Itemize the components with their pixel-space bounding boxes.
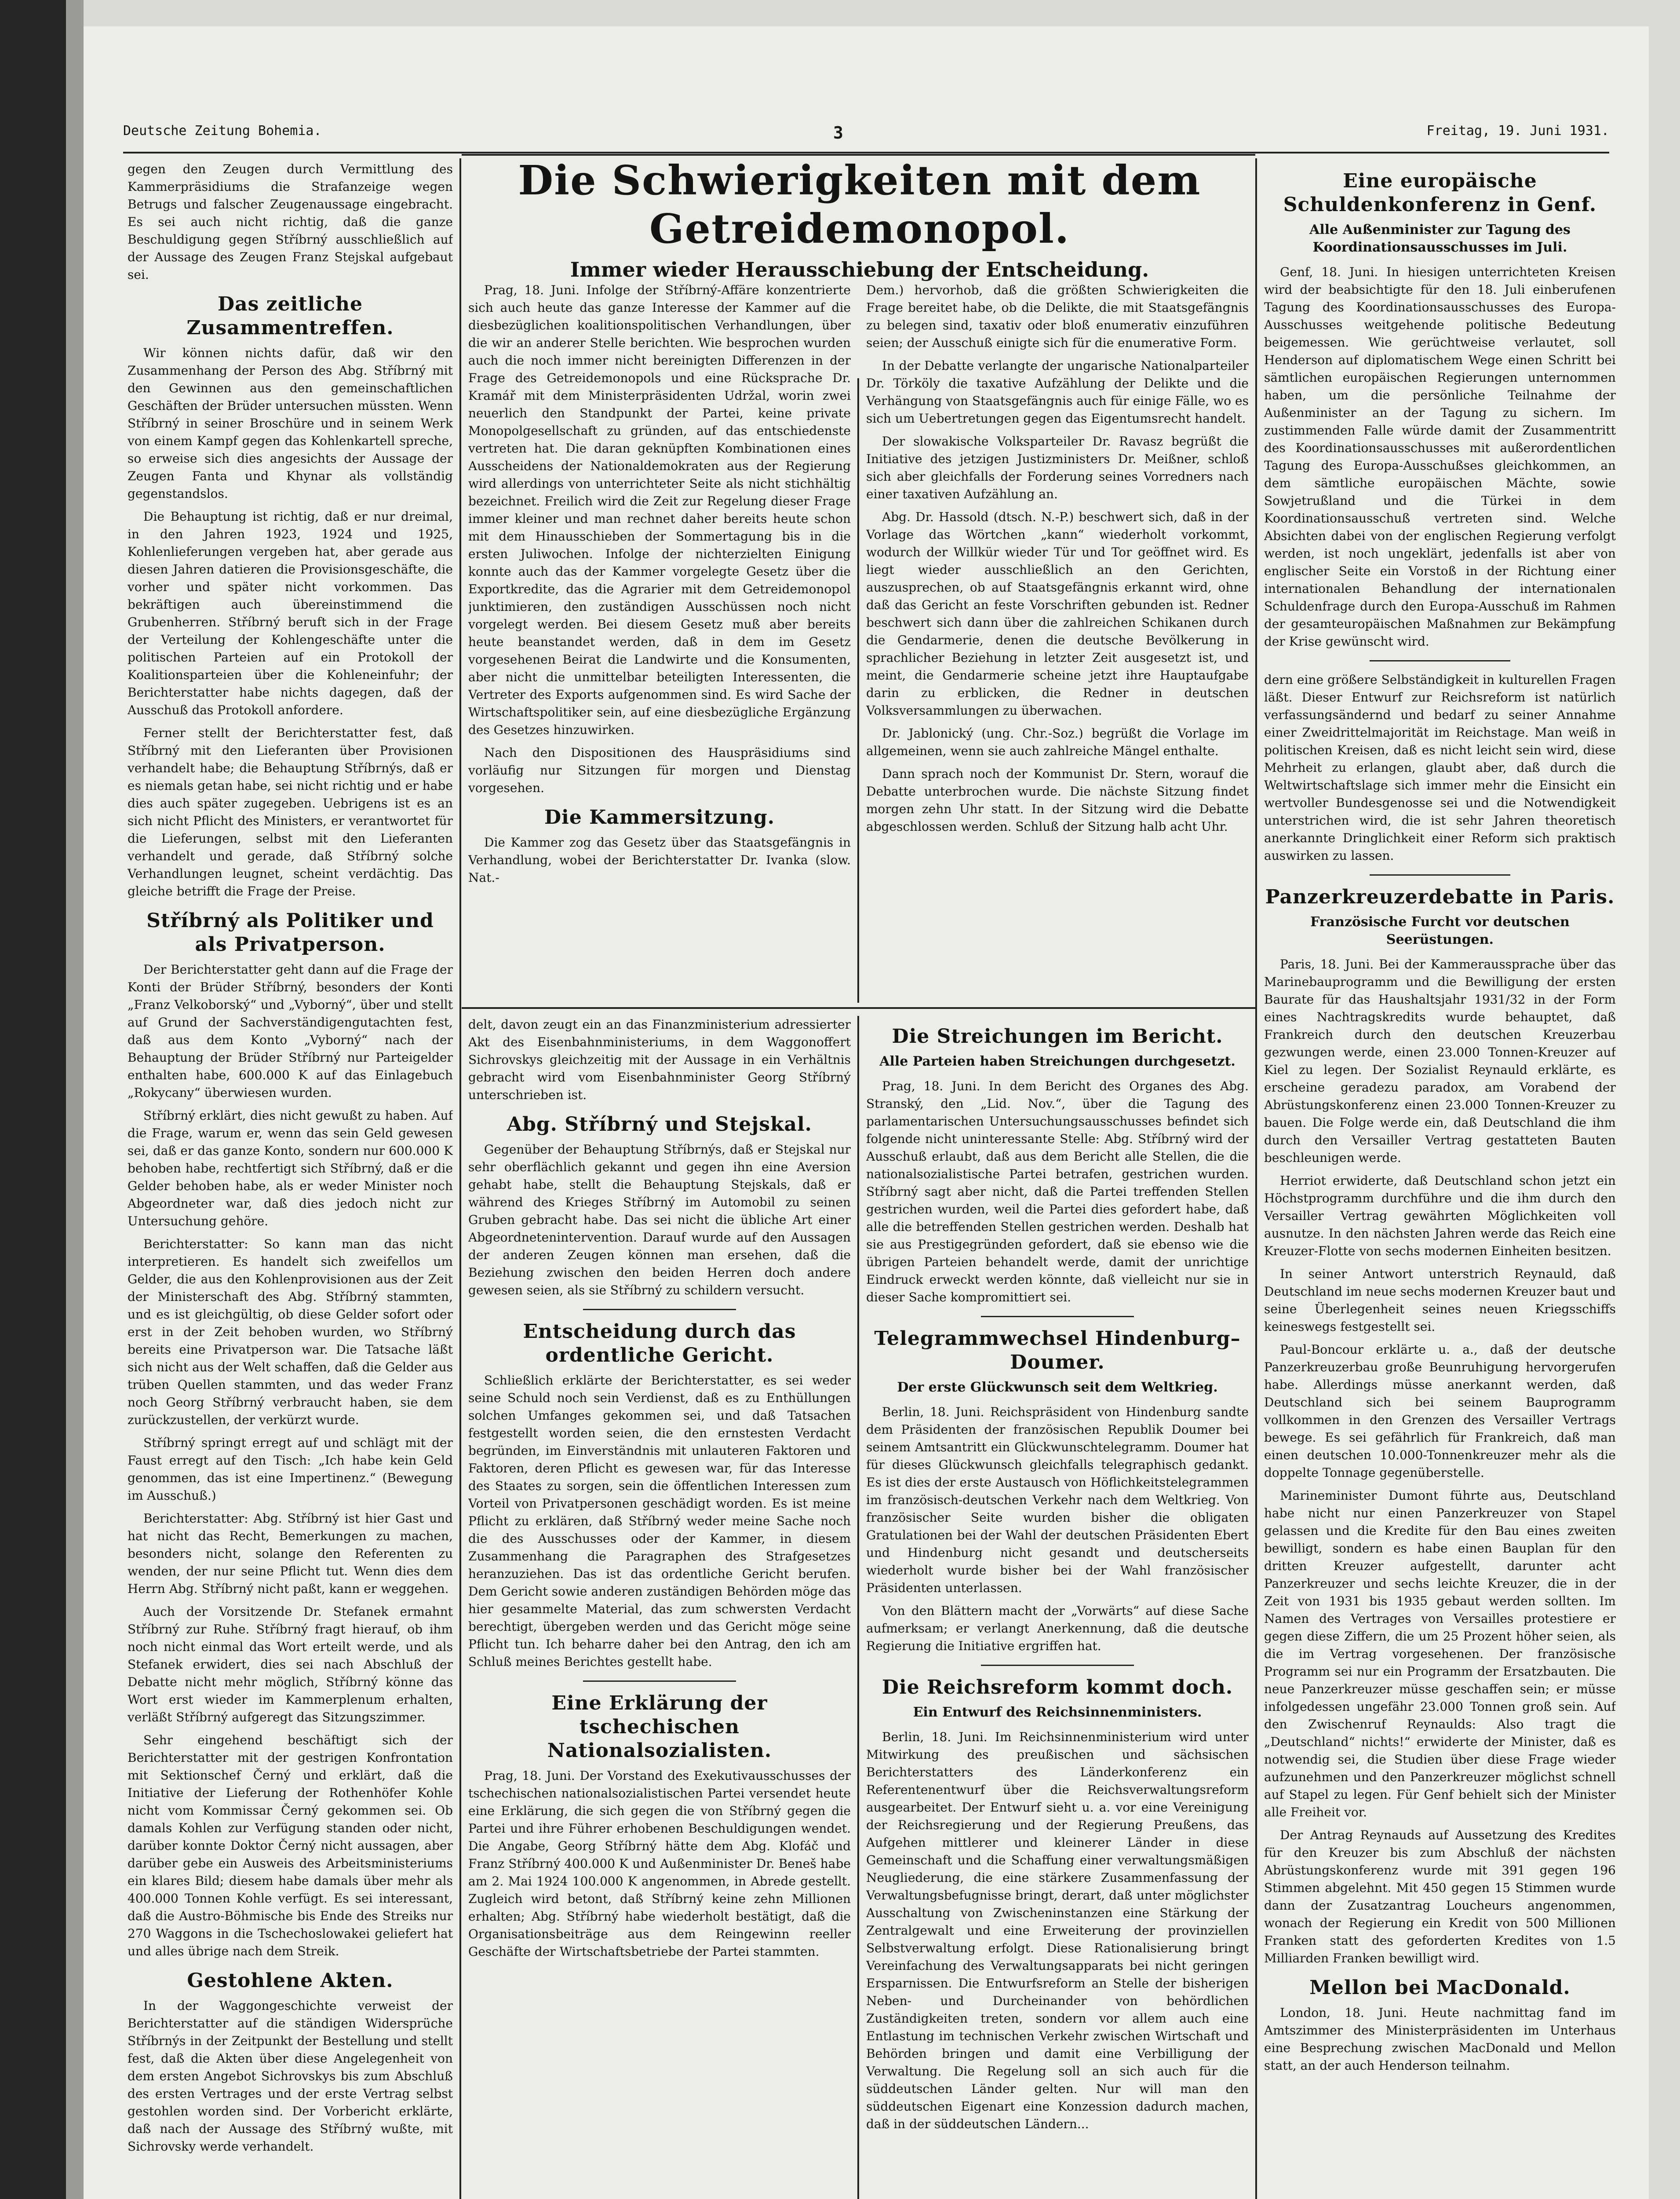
paragraph: Stříbrný erklärt, dies nicht gewußt zu haben. Auf die Frage, warum er, wenn das sein Geld gewesen sei, daß er das ganze Konto, sondern nur 600.000 K behoben habe, rechtfertigt sich Stříbrný, daß er die Gelder behoben habe, als er weder Minister noch Abgeordneter war, daß dies jedoch nicht zur Untersuchung gehöre. <box>128 1108 453 1228</box>
paragraph: Wir können nichts dafür, daß wir den Zusammenhang der Person des Abg. Stříbrný mit den Gewinnen aus den gemeinschaftlichen Geschäften der Brüder untersuchen müssten. Wenn Stříbrný in seiner Broschüre und in seinem Werk von einem Kampf gegen das Kohlenkartell spreche, so erweise sich dies angesichts der Aussage der Zeugen Fanta und Khynar als vollständig gegenstandslos. <box>128 346 453 501</box>
column-rule-3 <box>1255 158 1257 2199</box>
column-rule-2 <box>857 378 859 1003</box>
paragraph: Von den Blättern macht der „Vorwärts“ auf diese Sache aufmerksam; er verlangt Anerkennung, daß die deutsche Regierung die Initiative ergriffen hat. <box>866 1604 1249 1653</box>
paragraph: Die Kammer zog das Gesetz über das Staatsgefängnis in Verhandlung, wobei der Berichterstatter Dr. Ivanka (slow. Nat.- <box>468 835 851 885</box>
paper-name: Deutsche Zeitung Bohemia. <box>123 123 322 139</box>
paragraph: Ferner stellt der Berichterstatter fest, daß Stříbrný mit den Lieferanten über Provisionen verhandelt habe; die Behauptung Stříbrnýs, daß er es niemals getan habe, sei nicht richtig und er habe dies auch später zugegeben. Uebrigens ist es an sich nicht Pflicht des Ministers, er verantwortet für die Lieferungen, selbst mit den Lieferanten verhandelt und gerade, daß Stříbrný solche Verhandlungen leugnet, scheint verdächtig. Das gleiche betrifft die Frage der Preise. <box>128 726 453 899</box>
heading-kammersitzung: Die Kammersitzung. <box>544 806 775 829</box>
paragraph: Der Antrag Reynauds auf Aussetzung des Kredites für den Kreuzer bis zum Abschluß der nächsten Abrüstungskonferenz wurde mit 391 gegen 196 Stimmen abgelehnt. Mit 450 gegen 15 Stimmen wurde dann der Zusatzantrag Loucheurs angenommen, wonach der Regierung ein Kredit von 500 Millionen Franken statt des geforderten Kredites von 1.5 Milliarden Franken bewilligt wird. <box>1264 1828 1616 1965</box>
heading-zusammentreffen: Das zeitliche Zusammentreffen. <box>186 293 394 339</box>
mid-section-rule <box>462 1007 1255 1009</box>
heading-stejskal: Abg. Stříbrný und Stejskal. <box>507 1113 812 1136</box>
paragraph: Berichterstatter: Abg. Stříbrný ist hier Gast und hat nicht das Recht, Bemerkungen zu machen, besonders nicht, solange den Referenten zu wenden, der nur seine Pflicht tut. Wenn dies dem Herrn Abg. Stříbrný nicht paßt, kann er weggehen. <box>128 1511 453 1596</box>
subheading-streichungen: Alle Parteien haben Streichungen durchgesetzt. <box>879 1054 1235 1069</box>
page-number: 3 <box>833 123 843 142</box>
subheading-schuldenkonferenz: Alle Außenminister zur Tagung des Koordinationsausschusses im Juli. <box>1309 222 1571 255</box>
banner-title: Die Schwierigkeiten mit dem Getreidemonopol. <box>518 157 1201 252</box>
paragraph: Genf, 18. Juni. In hiesigen unterrichteten Kreisen wird der beabsichtigte für den 18. Juli einberufenen Tagung des Koordinationsausschusses des Europa-Ausschusses weitgehende politische Bedeutung beigemessen. Wie gerüchtweise verlautet, soll Henderson auf diplomatischem Wege einen Schritt bei sämtlichen europäischen Regierungen unternommen haben, um die persönliche Teilnahme der Außenminister an der Tagung zu sichern. Im zustimmenden Falle würde damit der Zusammentritt des Koordinationsausschusses mit außerordentlichen Tagung des Europa-Ausschußses gleichkommen, an dem sämtliche europäischen Mächte, sowie Sowjetrußland und die Türkei in dem Koordinationsausschuß vertreten sind. Welche Absichten dabei von der englischen Regierung verfolgt werden, ist noch ungeklärt, jedenfalls ist aber von englischer Seite ein Vorstoß in der Richtung einer internationalen Behandlung der internationalen Schuldenfrage durch den Europa-Ausschuß im Rahmen der gesamteuropäischen Maßnahmen zur Bekämpfung der Krise gewünscht wird. <box>1264 265 1616 649</box>
heading-schuldenkonferenz: Eine europäische Schuldenkonferenz in Genf. <box>1283 170 1597 216</box>
banner-box-rule-top <box>462 154 1255 156</box>
heading-telegrammwechsel: Telegrammwechsel Hindenburg–Doumer. <box>874 1327 1241 1373</box>
paragraph: London, 18. Juni. Heute nachmittag fand im Amtszimmer des Ministerpräsidenten im Unterhaus eine Besprechung zwischen MacDonald und Mellon statt, an der auch Henderson teilnahm. <box>1264 2005 1616 2073</box>
paragraph: Dr. Jablonický (ung. Chr.-Soz.) begrüßt die Vorlage im allgemeinen, wenn sie auch zahlreiche Mängel enthalte. <box>866 726 1249 758</box>
column-4 <box>1264 161 1616 2199</box>
paragraph: Stříbrný springt erregt auf und schlägt mit der Faust erregt auf den Tisch: „Ich habe kein Geld genommen, das ist eine Impertinenz.“ (Bewegung im Ausschuß.) <box>128 1436 453 1503</box>
paragraph: Die Behauptung ist richtig, daß er nur dreimal, in den Jahren 1923, 1924 und 1925, Kohlenlieferungen vergeben hat, aber gerade aus diesen Jahren datieren die Provisionsgeschäfte, die vorher und später nicht vorkommen. Das bekräftigen auch übereinstimmend die Grubenherren. Stříbrný beruft sich in der Frage der Verteilung der Kohlengeschäfte unter die politischen Parteien auf ein Protokoll der Koalitionsparteien über die Kohleneinfuhr; der Berichterstatter habe nichts dagegen, daß der Ausschuß das Protokoll anfordere. <box>128 509 453 717</box>
paragraph: Sehr eingehend beschäftigt sich der Berichterstatter mit der gestrigen Konfrontation mit Sektionschef Černý und erklärt, daß die Initiative der Lieferung der Rothenhöfer Kohle nicht vom Kommissar Černý gekommen sei. Ob damals Kohlen zur Verfügung standen oder nicht, darüber konnte Doktor Černý nicht aussagen, aber darüber gebe ein Ausweis des Arbeitsministeriums ein klares Bild; diesem habe damals über mehr als 400.000 Tonnen Kohle verfügt. Es sei interessant, daß die Austro-Böhmische bis Ende des Streiks nur 270 Waggons in die Tschechoslowakei geliefert hat und alles übrige nach dem Streik. <box>128 1733 453 1958</box>
paragraph: Dem.) hervorhob, daß die größten Schwierigkeiten die Frage bereitet habe, ob die Delikte, die mit Staatsgefängnis zu belegen sind, taxativ oder bloß enumerativ einzuführen seien; der Ausschuß einigte sich für die enumerative Form. <box>866 283 1249 350</box>
heading-erklaerung: Eine Erklärung der tschechischen Nationalsozialisten. <box>547 1692 772 1762</box>
article-lead-text: gegen den Zeugen durch Vermittlung des Kammerpräsidiums die Strafanzeige wegen Betrugs und falscher Zeugenaussage eingebracht. Es sei auch nicht richtig, daß die ganze Beschuldigung gegen Stříbrný ausschließlich auf der Aussage des Zeugen Franz Stejskal aufgebaut sei. <box>128 162 453 282</box>
paragraph: Abg. Dr. Hassold (dtsch. N.-P.) beschwert sich, daß in der Vorlage das Wörtchen „kann“ wiederholt vorkommt, wodurch der Willkür wieder Tür und Tor geöffnet wird. Es liegt wieder ausschließlich an den Gerichten, auszusprechen, ob auf Staatsgefängnis erkannt wird, ohne daß das Gericht an feste Vorschriften gebunden ist. Redner beschwert sich dann über die zahlreichen Schikanen durch die Gendarmerie, denen die deutsche Bevölkerung in sprachlicher Beziehung in letzter Zeit ausgesetzt ist, und meint, die Gendarmerie scheine jetzt ihre Hauptaufgabe darin zu erblicken, die Redner in deutschen Volksversammlungen zu überwachen. <box>866 510 1249 718</box>
heading-entscheidung: Entscheidung durch das ordentliche Gericht. <box>523 1320 796 1366</box>
issue-date: Freitag, 19. Juni 1931. <box>1426 123 1609 139</box>
scan-binding-strip <box>0 0 66 2199</box>
paragraph: Dann sprach noch der Kommunist Dr. Stern, worauf die Debatte unterbrochen wurde. Die nächste Sitzung findet morgen zehn Uhr statt. In der Sitzung wird die Debatte abgeschlossen werden. Schluß der Sitzung halb acht Uhr. <box>866 767 1249 834</box>
banner-headline <box>466 156 1253 284</box>
heading-panzerkreuzer: Panzerkreuzerdebatte in Paris. <box>1265 886 1615 908</box>
paragraph: Prag, 18. Juni. In dem Bericht des Organes des Abg. Stranský, den „Lid. Nov.“, über die Tagung des parlamentarischen Untersuchungsausschusses befindet sich folgende nicht uninteressante Stelle: Abg. Stříbrný wird der Ausschuß erlaubt, daß aus dem Bericht alle Stellen, die die nationalsozialistische Partei betrafen, gestrichen wurden. Stříbrný sagt aber nicht, daß die Partei treffenden Stellen gestrichen wurden, weil die Partei dies gefordert habe, daß alle die betreffenden Stellen gestrichen werden. Deshalb hat sie aus Prestigegründen gefordert, daß sie ebenso wie die übrigen Parteien behandelt werde, damit der unrichtige Eindruck erweckt werden könnte, daß vielleicht nur sie in dieser Sache kompromittiert sei. <box>866 1079 1249 1304</box>
column-rule-1 <box>459 158 461 2199</box>
section-separator <box>583 1680 736 1682</box>
column-2-bottom <box>468 1016 851 2199</box>
paragraph: Herriot erwiderte, daß Deutschland schon jetzt ein Höchstprogramm durchführe und die ihm durch den Versailler Vertrag gewährten Möglichkeiten voll ausnutze. In den nächsten Jahren werde das Reich eine Kreuzer-Flotte von sechs modernen Einheiten besitzen. <box>1264 1173 1616 1258</box>
paragraph: Prag, 18. Juni. Infolge der Stříbrný-Affäre konzentrierte sich auch heute das ganze Interesse der Kammer auf die diesbezüglichen koalitionspolitischen Verhandlungen, über die wir an anderer Stelle berichten. Wie besprochen wurden auch die noch immer nicht bereinigten Differenzen in der Frage des Getreidemonopols und eine Rücksprache Dr. Kramář mit dem Ministerpräsidenten Udržal, worin zwei neuerlich den Standpunkt der Partei, keine private Monopolgesellschaft zu gründen, auf das entschiedenste vertreten hat. Die daran geknüpften Kombinationen eines Ausscheidens der Nationaldemokraten aus der Regierung wird allerdings von unterrichteter Seite als nicht stichhältig bezeichnet. Freilich wird die Zeit zur Regelung dieser Frage immer kleiner und man rechnet daher bereits heute schon mit dem Hinausschieben der Sommertagung bis in die ersten Juliwochen. Infolge der nichterzielten Einigung konnte auch das der Kammer vorgelegte Gesetz über die Exportkredite, das die Agrarier mit dem Getreidemonopol junktimieren, den zuständigen Ausschüssen noch nicht vorgelegt werden. Bei diesem Gesetz muß aber bereits heute beanstandet werden, daß in dem im Gesetz vorgesehenen Beirat die Landwirte und die Konsumenten, aber nicht die unmittelbar beteiligten Interessenten, die Vertreter des Exports aufgenommen sind. Es wird Sache der Wirtschaftspolitiker sein, auf eine diesbezügliche Ergänzung des Gesetzes hinzuwirken. <box>468 283 851 737</box>
masthead-rule <box>123 152 1609 153</box>
masthead <box>123 123 1609 150</box>
newspaper-page <box>84 26 1649 2199</box>
subheading-reichsreform: Ein Entwurf des Reichsinnenministers. <box>913 1705 1202 1720</box>
paragraph: Auch der Vorsitzende Dr. Stefanek ermahnt Stříbrný zur Ruhe. Stříbrný fragt hierauf, ob ihm noch nicht einmal das Wort erteilt werde, und als Stefanek erwidert, dies sei nach Abschluß der Debatte nicht mehr möglich, Stříbrný könne das Wort erst wieder im Kammerplenum erhalten, verläßt Stříbrný aufgeregt das Sitzungszimmer. <box>128 1604 453 1724</box>
column-3-bottom <box>866 1016 1249 2199</box>
subheading-telegrammwechsel: Der erste Glückwunsch seit dem Weltkrieg. <box>897 1380 1218 1395</box>
paragraph: Der Berichterstatter geht dann auf die Frage der Konti der Brüder Stříbrný, besonders der Konti „Franz Velkoborský“ und „Vyborný“, über und stellt auf Grund der Sachverständigengutachten fest, daß aus dem Konto „Vyborný“ nach der Behauptung der Brüder Stříbrný nur Parteigelder enthalten habe, 600.000 K auf das Einlagebuch „Rokycany“ überwiesen wurden. <box>128 962 453 1100</box>
heading-politiker: Stříbrný als Politiker und als Privatperson. <box>146 910 434 956</box>
paragraph: Berlin, 18. Juni. Im Reichsinnenministerium wird unter Mitwirkung des preußischen und sächsischen Berichterstatters des Länderkonferenz ein Referentenentwurf über die Reichsverwaltungsreform ausgearbeitet. Der Entwurf sieht u. a. vor eine Vereinigung der Reichsregierung und der Regierung Preußens, das Aufgehen mittlerer und kleinerer Länder in diese Gemeinschaft und die Schaffung einer verwaltungsmäßigen Neugliederung, die eine stärkere Zusammenfassung der Verwaltungsbefugnisse bringt, derart, daß unter möglichster Ausschaltung von Zwischeninstanzen eine Stärkung der Zentralgewalt und eine Erweiterung der provinziellen Selbstverwaltung erfolgt. Diese Rationalisierung bringt Vereinfachung des Verwaltungsapparats bei nicht geringen Ersparnissen. Die Entwurfsreform an Stelle der bisherigen Neben- und Durcheinander von behördlichen Zuständigkeiten treten, sondern vor allem auch eine Entlastung im technischen Verkehr zwischen Wirtschaft und Behörden bringen und damit eine Verbilligung der Verwaltung. Die Regelung soll an sich auch für die süddeutschen Länder gelten. Nur will man den süddeutschen Eigenart eine Konzession dadurch machen, daß in der süddeutschen Ländern... <box>866 1730 1249 2131</box>
section-separator <box>583 1309 736 1310</box>
paragraph: Berichterstatter: So kann man das nicht interpretieren. Es handelt sich zweifellos um Gelder, die aus den Kohlenprovisionen aus der Zeit der Ministerschaft des Abg. Stříbrný stammten, und es ist gleichgültig, ob diese Gelder sofort oder erst in der Zeit behoben wurden, wo Stříbrný bereits eine Privatperson war. Die Tatsache läßt sich nicht aus der Welt schaffen, daß die Gelder aus trüben Quellen stammten, und das weder Franz noch Georg Stříbrný verbraucht haben, sie dem zurückzustellen, der verkürzt wurde. <box>128 1237 453 1427</box>
paragraph: Prag, 18. Juni. Der Vorstand des Exekutivausschusses der tschechischen nationalsozialistischen Partei versendet heute eine Erklärung, die sich gegen die von Stříbrný gegen die Partei und ihre Führer erhobenen Beschuldigungen wendet. Die Angabe, Georg Stříbrný hätte dem Abg. Klofáč und Franz Stříbrný 400.000 K und Außenminister Dr. Beneš habe am 2. Mai 1924 100.000 K angenommen, in Abrede gestellt. Zugleich wird betont, daß Stříbrný keine zehn Millionen erhalten; Abg. Stříbrný habe wiederholt bestätigt, daß die Organisationsbeiträge aus dem Reingewinn reeller Geschäfte der Wirtschaftsbetriebe der Partei stammten. <box>468 1768 851 1959</box>
paragraph: In der Waggongeschichte verweist der Berichterstatter auf die ständigen Widersprüche Stříbrnýs in der Zeitpunkt der Bestellung und stellt fest, daß die Akten über diese Angelegenheit von dem ersten Angebot Sichrovskys bis zum Abschluß des ersten Vertrages und der erste Vertrag selbst gestohlen worden sind. Der Vorbericht erklärte, daß nach der Aussage des Stříbrný wußte, mit Sichrovsky werde verhandelt. <box>128 1998 453 2154</box>
column-1 <box>128 161 453 2199</box>
paragraph: In der Debatte verlangte der ungarische Nationalparteiler Dr. Törköly die taxative Aufzählung der Delikte und die Verhängung von Staatsgefängnis auch für einige Fälle, wo es sich um Uebertretungen gegen das Eigentumsrecht handelt. <box>866 358 1249 426</box>
subheading-panzerkreuzer: Französische Furcht vor deutschen Seerüstungen. <box>1310 914 1570 947</box>
paragraph: Schließlich erklärte der Berichterstatter, es sei weder seine Schuld noch sein Verdienst, daß es zu Enthüllungen solchen Umfanges gekommen sei, und daß Tatsachen festgestellt worden seien, die den ernstesten Verdacht begründen, im Einverständnis mit unlauteren Faktoren und Faktoren, deren Pflicht es gewesen war, für das Interesse des Staates zu sorgen, sein die öffentlichen Interessen zum Vorteil von Privatpersonen geschädigt worden. Es ist meine Pflicht zu erklären, daß Stříbrný weder meine Sache noch die des Ausschusses oder der Kammer, in diesem Zusammenhang die Paragraphen des Strafgesetzes heranzuziehen. Das ist das ordentliche Gericht berufen. Dem Gericht sowie anderen zuständigen Behörden möge das hier gesammelte Material, das zum schwersten Verdacht berechtigt, übergeben werden und das Gericht möge seine Pflicht tun. Ich beharre daher bei den Antrag, den ich am Schluß meines Berichtes gestellt habe. <box>468 1373 851 1669</box>
section-separator <box>1370 660 1510 661</box>
paragraph: Paris, 18. Juni. Bei der Kammeraussprache über das Marinebauprogramm und die Bewilligung der ersten Baurate für das Haushaltsjahr 1931/32 in der Form eines Nachtragskredits wurde behauptet, daß Frankreich durch den deutschen Kreuzerbau gezwungen werde, einen 23.000 Tonnen-Kreuzer auf Kiel zu legen. Der Sozialist Reynauld erklärte, es erscheine geradezu paradox, am Vorabend der Abrüstungskonferenz einen 23.000 Tonnen-Kreuzer zu bauen. Die Folge werde ein, daß Deutschland die ihm durch den Versailler Vertrag gestatteten Bauten beschleunigen werde. <box>1264 957 1616 1165</box>
heading-mellon: Mellon bei MacDonald. <box>1309 1976 1571 1999</box>
column-rule-2b <box>857 1016 859 2199</box>
heading-streichungen: Die Streichungen im Bericht. <box>892 1025 1223 1048</box>
heading-akten: Gestohlene Akten. <box>187 1969 394 1992</box>
section-separator <box>981 1665 1134 1666</box>
paragraph: Nach den Dispositionen des Hauspräsidiums sind vorläufig nur Sitzungen für morgen und Dienstag vorgesehen. <box>468 745 851 795</box>
paragraph: delt, davon zeugt ein an das Finanzministerium adressierter Akt des Eisenbahnministeriums, in dem Waggonoffert Sichrovskys gleichzeitig mit der Aussage in ein Verhältnis gebracht wird vom Eisenbahnminister Georg Stříbrný unterschrieben ist. <box>468 1017 851 1102</box>
paragraph: Gegenüber der Behauptung Stříbrnýs, daß er Stejskal nur sehr oberflächlich gekannt und gegen ihn eine Aversion gehabt habe, stellt die Behauptung Stejskals, daß er während des Krieges Stříbrný im Automobil zu seinen Gruben gebracht habe. Das sei nicht die übliche Art einer Abgeordnetenintervention. Darauf wurde auf den Aussagen der anderen Zeugen können man ersehen, daß die Beziehung zwischen den beiden Herren doch andere gewesen seien, als sie Stříbrný zu schildern versucht. <box>468 1142 851 1297</box>
paragraph: Berlin, 18. Juni. Reichspräsident von Hindenburg sandte dem Präsidenten der französischen Republik Doumer bei seinem Amtsantritt ein Glückwunschtelegramm. Doumer hat für dieses Glückwunsch gleichfalls telegraphisch gedankt. Es ist dies der erste Austausch von Höflichkeitstelegrammen im französisch-deutschen Verkehr nach dem Weltkrieg. Von französischer Seite wurden bisher die obligaten Gratulationen bei der Wahl der deutschen Präsidenten Ebert und Hindenburg nicht gesandt und deutscherseits wiederholt wurde bisher bei der Wahl französischer Präsidenten unterlassen. <box>866 1405 1249 1595</box>
paragraph: dern eine größere Selbständigkeit in kulturellen Fragen läßt. Dieser Entwurf zur Reichsreform ist natürlich verfassungsändernd und bedarf zu seiner Annahme einer Zweidrittelmajorität im Reichstage. Man weiß in politischen Kreisen, daß es nicht leicht sein wird, diese Mehrheit zu erlangen, glaubt aber, daß durch die Weltwirtschaftslage sich immer mehr die Einsicht ein wertvoller Bundesgenosse sei und die Notwendigkeit unterstrichen wird, die ist sehr Jahren theoretisch anerkannte Dringlichkeit einer Reform sich praktisch auswirken zu lassen. <box>1264 672 1616 863</box>
scan-page-edge <box>66 0 84 2199</box>
section-separator <box>1370 874 1510 876</box>
paragraph: Marineminister Dumont führte aus, Deutschland habe nicht nur einen Panzerkreuzer von Stapel gelassen und die Kredite für den Bau eines zweiten bewilligt, sondern es habe einen Bauplan für den dritten Kreuzer aufgestellt, darunter acht Panzerkreuzer und sechs leichte Kreuzer, die in der Zeit von 1931 bis 1935 gebaut werden sollten. Im Namen des Vertrages von Versailles protestiere er gegen diese Ziffern, die um 25 Prozent höher seien, als die im Vertrag vorgesehenen. Der französische Programm sei nur ein Programm der Ersatzbauten. Die neue Panzerkreuzer müsse geschaffen sein; er müsse infolgedessen ungefähr 23.000 Tonnen groß sein. Auf den Zwischenruf Reynaulds: Also tragt die „Deutschland“ nichts!“ erwiderte der Minister, daß es notwendig sei, die Studien über diese Frage wieder aufzunehmen und den Panzerkreuzer möglichst schnell auf Stapel zu legen. Für Genf behielt sich der Minister alle Freiheit vor. <box>1264 1488 1616 1819</box>
banner-subtitle: Immer wieder Herausschiebung der Entscheidung. <box>570 258 1149 281</box>
column-2-top <box>468 281 851 1003</box>
paragraph: In seiner Antwort unterstrich Reynauld, daß Deutschland im neue sechs modernen Kreuzer baut und seine Überlegenheit seines neuen Kriegsschiffs keineswegs festgestellt sei. <box>1264 1267 1616 1334</box>
paragraph: Paul-Boncour erklärte u. a., daß der deutsche Panzerkreuzerbau große Beunruhigung hervorgerufen habe. Allerdings müsse anerkannt werden, daß Deutschland sich bei seinem Bauprogramm vollkommen in den Grenzen des Versailler Vertrags bewege. Es sei gefährlich für Frankreich, daß man einen deutschen 10.000-Tonnenkreuzer mehr als die doppelte Tonnage gegenüberstelle. <box>1264 1342 1616 1480</box>
paragraph: Der slowakische Volksparteiler Dr. Ravasz begrüßt die Initiative des jetzigen Justizministers Dr. Meißner, schloß sich aber gleichfalls der Forderung seines Vorredners nach einer taxativen Aufzählung an. <box>866 434 1249 501</box>
heading-reichsreform: Die Reichsreform kommt doch. <box>882 1676 1233 1699</box>
section-separator <box>981 1316 1134 1317</box>
column-3-top <box>866 281 1249 1003</box>
